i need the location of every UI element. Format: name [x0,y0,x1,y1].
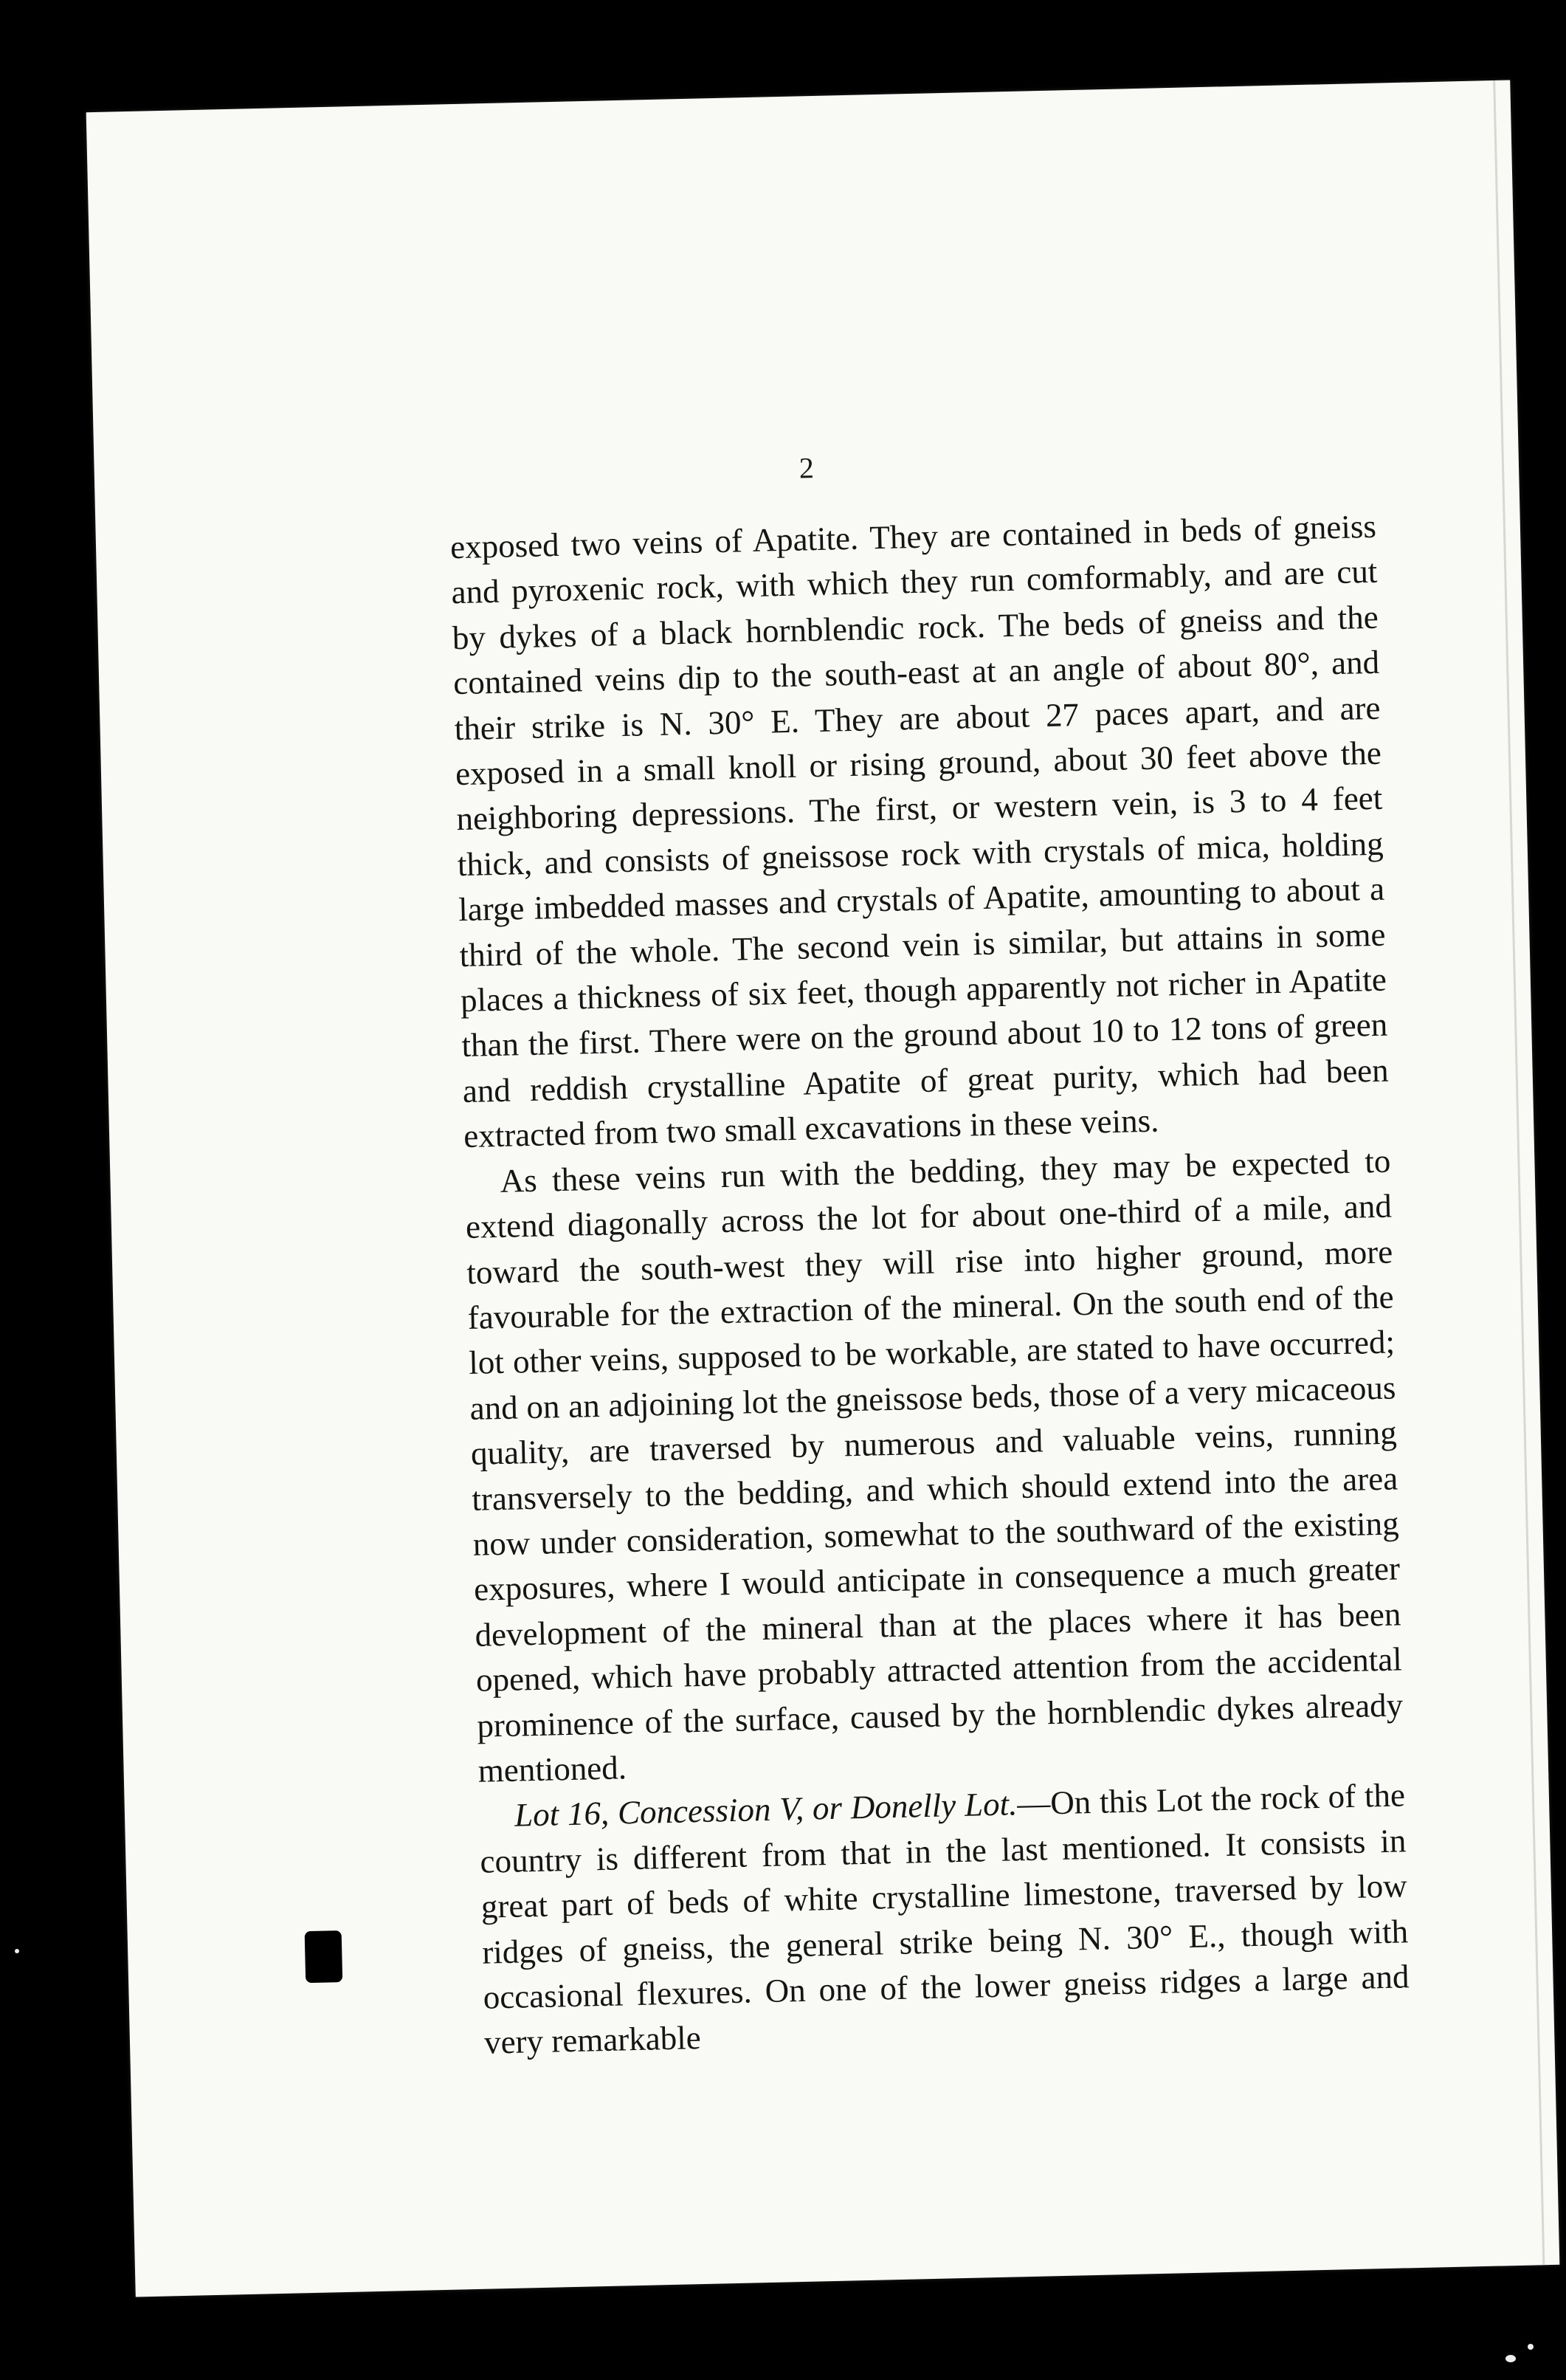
page-tear [305,1930,343,1983]
scan-speck [1528,2344,1534,2350]
lot-heading: Lot 16, Concession V, or Donelly Lot. [514,1785,1018,1834]
paper-page [86,80,1560,2297]
scan-speck [1505,2355,1516,2362]
paragraph-3-text: —On this Lot the rock of the country is different from that in the last mentioned. It consists in great part of beds of white crystalline limestone, traversed by low ridges of gneiss, the general strike being N. 30° E., though with occasional flexures. On one of the lower gneiss ridges a large and very remarkable [479,1776,1410,2062]
page-number: 2 [798,451,815,485]
body-text [449,504,1410,2066]
paragraph-2: As these veins run with the bedding, they may be expected to extend diagonally across the lot for about one-third of a mile, and toward the south-west they will rise into higher ground, more favourable for the extraction of the mineral. On the south end of the lot other veins, supposed to be workable, are stated to have occurred; and on an adjoining lot the gneissose beds, those of a very micaceous quality, are traversed by numerous and valuable veins, running transversely to the bedding, and which should extend into the area now under consideration, somewhat to the southward of the existing exposures, where I would anticipate in consequence a much greater development of the mineral than at the places where it has been opened, which have probably attracted attention from the accidental prominence of the surface, caused by the hornblendic dykes already mentioned. [465,1142,1404,1789]
paragraph-1: exposed two veins of Apatite. They are contained in beds of gneiss and pyroxenic rock, with which they run comformably, and are cut by dykes of a black hornblendic rock. The beds of gneiss and the contained veins dip to the south-east at an angle of about 80°, and their strike is N. 30° E. They are about 27 paces apart, and are exposed in a small knoll or rising ground, about 30 feet above the neighboring depressions. The first, or western vein, is 3 to 4 feet thick, and consists of gneissose rock with crystals of mica, holding large imbedded masses and crystals of Apatite, amounting to about a third of the whole. The second vein is similar, but attains in some places a thickness of six feet, though apparently not richer in Apatite than the first. There were on the ground about 10 to 12 tons of green and reddish crystalline Apatite of great purity, which had been extracted from two small excavations in these veins. [449,507,1390,1155]
scan-speck [15,1949,19,1953]
page-edge [1493,80,1545,2265]
paragraph-3 [478,1773,1410,2066]
